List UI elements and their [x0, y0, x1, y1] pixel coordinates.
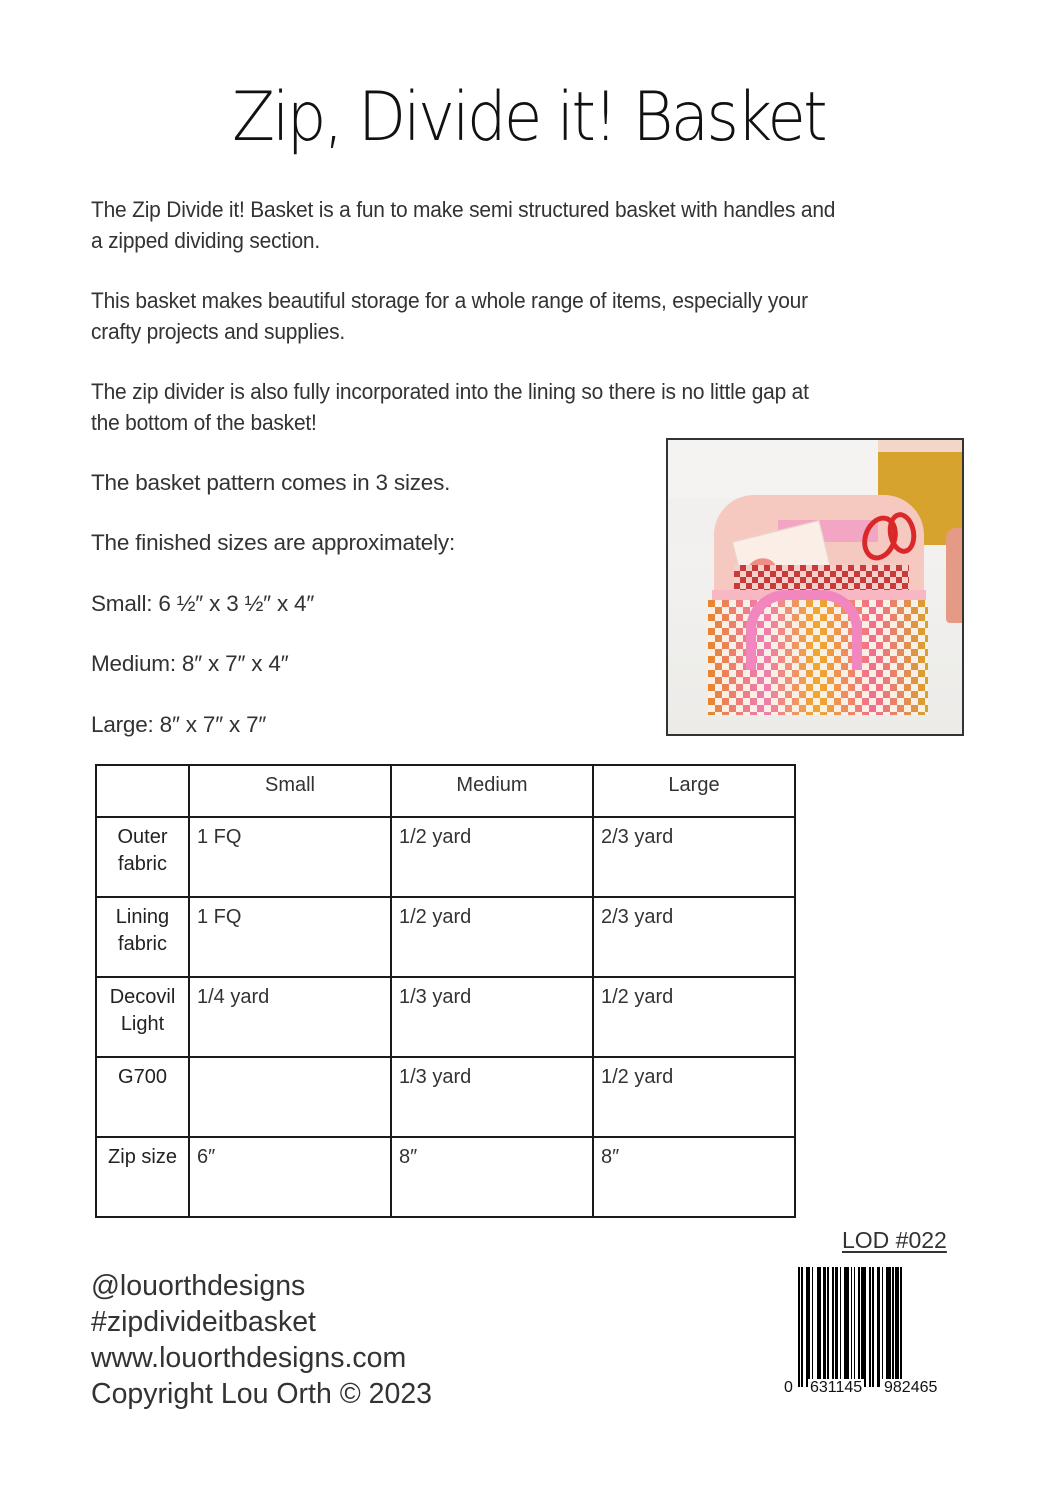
photo-floral-basket [946, 528, 964, 623]
storage-line-1: This basket makes beautiful storage for a whole range of items, especially your [91, 288, 808, 313]
finished-intro: The finished sizes are approximately: [91, 530, 456, 555]
basket-photo [666, 438, 964, 736]
size-small: Small: 6 ½″ x 3 ½″ x 4″ [91, 591, 315, 616]
size-large: Large: 8″ x 7″ x 7″ [91, 712, 267, 737]
cell-medium: 8″ [391, 1137, 593, 1217]
row-label-line-2: Light [120, 1013, 165, 1035]
divider-line-2: the bottom of the basket! [91, 410, 317, 435]
table-row [96, 897, 795, 977]
cell-small: 1 FQ [189, 817, 391, 897]
row-label-line-2: fabric [118, 853, 167, 875]
divider-paragraph [91, 376, 809, 438]
cell-small: 1/4 yard [189, 977, 391, 1057]
barcode-digits-right: 982465 [884, 1379, 938, 1396]
intro-line-1: The Zip Divide it! Basket is a fun to make semi structured basket with handles and [91, 197, 836, 222]
storage-line-2: crafty projects and supplies. [91, 319, 345, 344]
hashtag: #zipdivideitbasket [91, 1306, 316, 1338]
cell-small: 1 FQ [189, 897, 391, 977]
row-label-line-1: Decovil [109, 986, 176, 1008]
page-title: Zip, Divide it! Basket [232, 78, 825, 157]
copyright: Copyright Lou Orth © 2023 [91, 1378, 433, 1410]
row-label-g700 [96, 1057, 189, 1137]
cell-large: 2/3 yard [593, 897, 795, 977]
cell-medium: 1/3 yard [391, 1057, 593, 1137]
cell-large: 2/3 yard [593, 817, 795, 897]
instagram-handle: @louorthdesigns [91, 1270, 306, 1302]
barcode [784, 1267, 964, 1402]
row-label-decovil-light [96, 977, 189, 1057]
header-small: Small [189, 765, 391, 817]
cell-small: 6″ [189, 1137, 391, 1217]
cell-large: 1/2 yard [593, 977, 795, 1057]
row-label-lining-fabric [96, 897, 189, 977]
row-label-line-2: fabric [118, 933, 167, 955]
table-row [96, 977, 795, 1057]
barcode-digits-left: 631145 [810, 1379, 863, 1396]
cell-medium: 1/2 yard [391, 817, 593, 897]
product-code: LOD #022 [842, 1227, 947, 1253]
intro-line-2: a zipped dividing section. [91, 228, 320, 253]
sizes-intro: The basket pattern comes in 3 sizes. [91, 470, 451, 495]
table-header-row [96, 765, 795, 817]
barcode-bars [798, 1267, 958, 1387]
cell-medium: 1/2 yard [391, 897, 593, 977]
cell-small [189, 1057, 391, 1137]
table-row [96, 1057, 795, 1137]
storage-paragraph [91, 285, 808, 347]
row-label-line-1: Lining [115, 906, 170, 928]
cell-large: 8″ [593, 1137, 795, 1217]
size-medium: Medium: 8″ x 7″ x 4″ [91, 651, 289, 676]
header-large: Large [593, 765, 795, 817]
cell-medium: 1/3 yard [391, 977, 593, 1057]
row-label-outer-fabric [96, 817, 189, 897]
cell-large: 1/2 yard [593, 1057, 795, 1137]
footer-contact [91, 1268, 432, 1412]
row-label-zip-size [96, 1137, 189, 1217]
row-label-line-1: G700 [118, 1066, 167, 1088]
table-row [96, 1137, 795, 1217]
row-label-line-1: Zip size [108, 1146, 177, 1168]
table-corner-cell [96, 765, 189, 817]
photo-basket-handle [746, 590, 862, 670]
header-medium: Medium [391, 765, 593, 817]
intro-paragraph [91, 194, 835, 256]
row-label-line-1: Outer [117, 826, 168, 848]
divider-line-1: The zip divider is also fully incorporated into the lining so there is no little gap at [91, 379, 809, 404]
table-row [96, 817, 795, 897]
fabric-requirements-table [95, 764, 796, 1218]
barcode-digit-first: 0 [784, 1379, 793, 1396]
website-link[interactable]: www.louorthdesigns.com [91, 1342, 407, 1374]
